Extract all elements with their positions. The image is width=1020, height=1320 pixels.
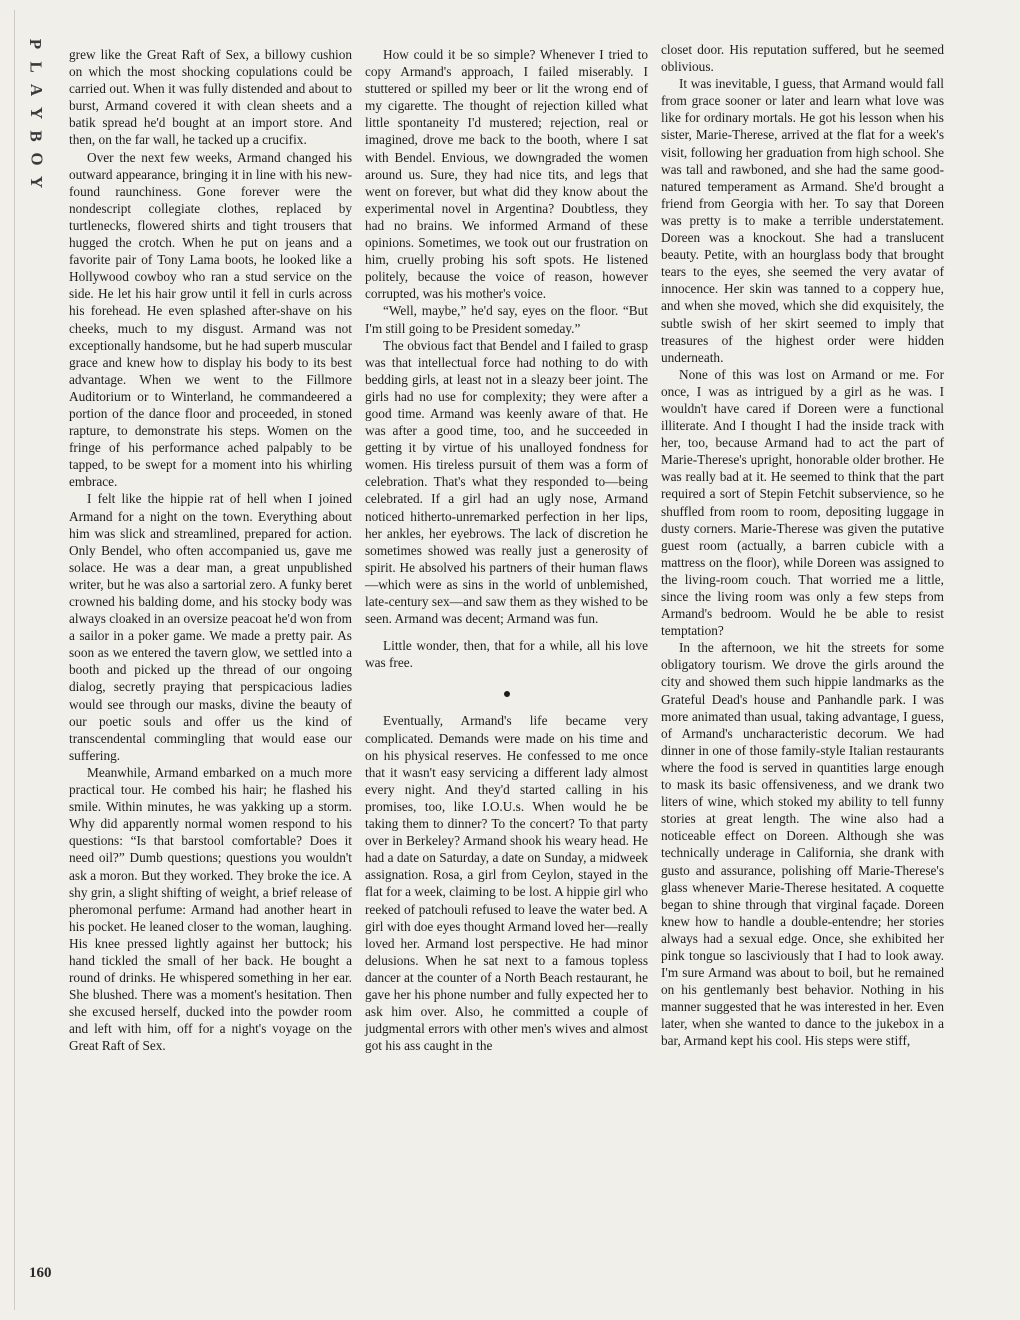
paragraph: Meanwhile, Armand embarked on a much more practical tour. He combed his hair; he flashed his smile. Within minutes, he was yakking up a storm. Why did apparently normal women respond to his questions: “Is that barstool comfortable? Does it need oil?” Dumb questions; questions you wouldn't ask a moron. But they worked. They broke the ice. A shy grin, a slight shifting of weight, a brief release of pheromonal perfume: Armand had another heart in his pocket. He leaned closer to the woman, laughing. His knee pressed lightly against her buttock; his hand tickled the small of her back. He bought a round of drinks. He whispered something in her ear. She blushed. There was a moment's hesitation. Then she excused herself, ducked into the powder room and left with him, off for a night's voyage on the Great Raft of Sex. [69, 764, 352, 1054]
masthead-letter: Y [27, 106, 47, 120]
paragraph: grew like the Great Raft of Sex, a billowy cushion on which the most shocking copulations could be carried out. When it was fully distended and about to burst, Armand covered it with clean sheets and a batik spread he'd bought at an import store. And then, on the far wall, he tacked up a crucifix. [69, 47, 352, 148]
paragraph: How could it be so simple? Whenever I tried to copy Armand's approach, I failed miserably. I stuttered or spilled my beer or lit the wrong end of my cigarette. The thought of rejection killed what little spontaneity I'd mustered; rejection, real or imagined, drove me back to the booth, where I sat with Bendel. Envious, we downgraded the women around us. Sure, they had nice tits, and legs that went on forever, but what did they know about the experimental novel in Argentina? Doubtless, they had no brains. We informed Armand of these opinions. Sometimes, we took out our frustration on him, cruelly probing his soft spots. He listened politely, because the voice of reason, however corrupted, was his mother's voice. [365, 47, 648, 302]
paragraph: The obvious fact that Bendel and I failed to grasp was that intellectual force had nothing to do with bedding girls, at least not in a sleazy beer joint. The girls had no use for complexity; they were after a good time. Armand was keenly aware of that. He was after a good time, too, and he succeeded in getting it by virtue of his unalloyed fondness for women. His tireless pursuit of them was a form of celebration. That's what they responded to—being celebrated. If a girl had an ugly nose, Armand noticed hitherto-unremarked perfection in her lips, her ankles, her eyebrows. The lack of discretion he sometimes showed was really just a generosity of spirit. He absolved his partners of their human flaws—which were as sins in the world of unblemished, late-century sex—and saw them as they wished to be seen. Armand was decent; Armand was fun. [365, 337, 648, 627]
masthead-letter: O [27, 152, 47, 166]
masthead-letter: Y [27, 175, 47, 189]
paragraph: None of this was lost on Armand or me. For once, I was as intrigued by a girl as he was. I wouldn't have cared if Doreen were a functional illiterate. And I thought I had the inside track with her, too, because Armand had to act the part of Marie-Therese's upright, honorable older brother. He was really bad at it. He seemed to think that the part required a sort of Stepin Fetchit subservience, so he shuffled from room to room, depositing luggage in dusty corners. Marie-Therese was given the putative guest room (actually, a barren cubicle with a mattress on the floor), while Doreen was assigned to the living-room couch. That worried me a little, since the living room was only a few steps from Armand's bedroom. Would he be able to resist temptation? [661, 366, 944, 639]
paragraph: closet door. His reputation suffered, but he seemed oblivious. [661, 42, 944, 75]
section-break-dot [504, 691, 510, 697]
paragraph: Eventually, Armand's life became very complicated. Demands were made on his time and on his physical reserves. He confessed to me once that it wasn't easy servicing a different lady almost every night. And they'd started calling in his promises, too, like I.O.U.s. When would he be taking them to dinner? To the concert? To that party over in Berkeley? Armand shook his weary head. He had a date on Saturday, a date on Sunday, a midweek assignation. Rosa, a girl from Ceylon, stayed in the flat for a week, claiming to be lost. A hippie girl who reeked of patchouli refused to leave the water bed. A girl with doe eyes thought Armand loved her—really loved her. Armand lost perspective. He had minor delusions. When he sat next to a famous topless dancer at the counter of a North Beach restaurant, he gave her his phone number and fully expected her to ask him over. Also, he committed a couple of judgmental errors with other men's wives and almost got his ass caught in the [365, 713, 648, 1054]
masthead-letter: L [26, 61, 46, 73]
paragraph: It was inevitable, I guess, that Armand would fall from grace sooner or later and learn what love was like for ordinary mortals. He got his lesson when his sister, Marie-Therese, arrived at the flat for a week's visit, following her graduation from high school. She was tall and rawboned, and she had the same good-natured temperament as Armand. She'd brought a friend from Georgia with her. To say that Doreen was pretty is to make a terrible understatement. Doreen was a knockout. She had a translucent beauty. Petite, with an hourglass body that brought tears to the eyes, she seemed the very avatar of innocence. Her skin was tanned to a coppery hue, and when she moved, which she did exquisitely, the subtle swish of her skirt seemed to imply that treasures of the highest order were hidden underneath. [661, 76, 944, 365]
paragraph: Over the next few weeks, Armand changed his outward appearance, bringing it in line with his new-found raunchiness. Gone forever were the nondescript collegiate clothes, replaced by turtlenecks, flowered shirts and tight trousers that hugged the crotch. When he put on jeans and a favorite pair of Tony Lama boots, he looked like a Hollywood cowboy who ran a stud service on the side. He let his hair grow until it fell in curls across his forehead. He even splashed after-shave on his cheeks, much to my disgust. Armand was not exceptionally handsome, but he had superb muscular grace and knew how to display his body to its best advantage. When we went to the Fillmore Auditorium or to Winterland, he commandeered a portion of the dance floor and proceeded, in stoned rapture, to demonstrate his steps. Women on the fringe of his performance ached palpably to be tapped, to be swept for a moment into his whirling embrace. [69, 149, 352, 490]
column-3 [661, 41, 944, 1050]
column-1 [69, 46, 352, 1055]
column-2-bottom [365, 712, 648, 1054]
page-number: 160 [29, 1265, 52, 1281]
column-2-top [365, 46, 648, 671]
masthead-letter: P [26, 38, 46, 50]
masthead-letter: A [27, 83, 47, 97]
paragraph: In the afternoon, we hit the streets for some obligatory tourism. We drove the girls around the city and showed them such hippie landmarks as the Grateful Dead's house and Panhandle park. I was more animated than usual, taking advantage, I guess, of Armand's uncharacteristic decorum. We had dinner in one of those family-style Italian restaurants where the food is served in quantities large enough to mask its basic offensiveness, and we drank two liters of wine, which stoked my ability to tell funny stories at great length. The wine also had a noticeable effect on Doreen. Although she was technically underage in California, she drank with gusto and assurance, polishing off Marie-Therese's glass whenever Marie-Therese hesitated. A coquette began to shine through that virginal façade. Doreen knew how to handle a double-entendre; her stories always had a sexual edge. Once, she exhibited her pink tongue so lasciviously that I had to look away. I'm sure Armand was about to boil, but he remained on his gentlemanly best behavior. Nothing in his manner suggested that he was interested in her. Even later, when she wanted to dance to the jukebox in a bar, Armand kept his cool. His steps were stiff, [661, 640, 944, 1049]
section-break [365, 685, 648, 702]
column-2 [365, 46, 648, 1054]
paragraph: I felt like the hippie rat of hell when I joined Armand for a night on the town. Everything about him was slick and streamlined, prepared for action. Only Bendel, who often accompanied us, gave me solace. He was a dear man, a great unpublished writer, but he was also a sartorial zero. A funky beret crowned his balding dome, and his stocky body was always cloaked in an oversize peacoat he'd won from a sailor in a poker game. We made a pretty pair. As soon as we entered the tavern glow, we settled into a booth and picked up the thread of our ongoing dialog, secretly praying that perspicacious ladies would see through our masks, divine the beauty of our poetic souls and offer us the kind of transcendental commingling that would ease our suffering. [69, 491, 352, 763]
masthead-letter: B [26, 130, 46, 142]
playboy-masthead [22, 34, 52, 194]
paragraph: “Well, maybe,” he'd say, eyes on the floor. “But I'm still going to be President someday.” [365, 303, 648, 336]
paragraph: Little wonder, then, that for a while, all his love was free. [365, 638, 648, 671]
